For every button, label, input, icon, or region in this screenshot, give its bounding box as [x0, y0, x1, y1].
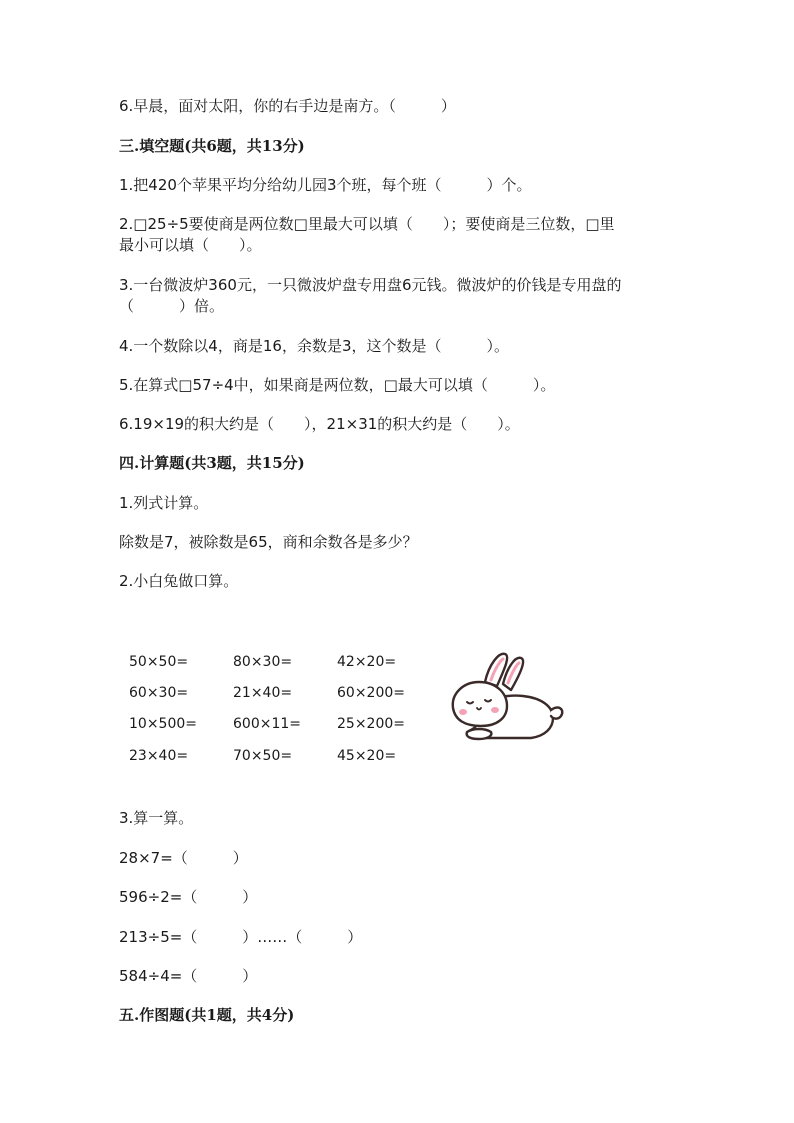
section-heading-drawing: 五.作图题(共1题，共4分) [119, 1006, 295, 1024]
oral-math-item: 21×40= [233, 685, 293, 701]
question-calc-2: 2.小白兔做口算。 [119, 572, 239, 590]
oral-math-item: 23×40= [129, 748, 189, 764]
calc-3-item-3: 213÷5=（ ）……（ ） [119, 928, 363, 946]
question-fill-5: 5.在算式□57÷4中，如果商是两位数，□最大可以填（ ）。 [119, 376, 556, 394]
rabbit-illustration [445, 650, 567, 742]
question-fill-2-line-1: 2.□25÷5要使商是两位数□里最大可以填（ ）；要使商是三位数，□里 [119, 215, 615, 233]
question-judge-6: 6.早晨，面对太阳，你的右手边是南方。（ ） [119, 97, 456, 115]
oral-math-item: 70×50= [233, 748, 293, 764]
section-heading-fill-in: 三.填空题(共6题，共13分) [119, 137, 305, 155]
oral-math-item: 600×11= [233, 716, 301, 732]
oral-math-item: 80×30= [233, 654, 293, 670]
question-fill-2-line-2: 最小可以填（ ）。 [119, 236, 262, 254]
oral-math-item: 50×50= [129, 654, 189, 670]
question-fill-4: 4.一个数除以4，商是16，余数是3，这个数是（ ）。 [119, 337, 509, 355]
calc-3-item-4: 584÷4=（ ） [119, 967, 258, 985]
oral-math-item: 60×30= [129, 685, 189, 701]
calc-3-item-1: 28×7=（ ） [119, 849, 248, 867]
oral-math-item: 60×200= [337, 685, 405, 701]
calc-3-item-2: 596÷2=（ ） [119, 888, 258, 906]
oral-math-item: 25×200= [337, 716, 405, 732]
question-calc-1: 1.列式计算。 [119, 494, 209, 512]
question-fill-3-line-2: （ ）倍。 [119, 297, 225, 315]
question-calc-1-prompt: 除数是7，被除数是65，商和余数各是多少？ [119, 533, 418, 551]
question-fill-6: 6.19×19的积大约是（ ），21×31的积大约是（ ）。 [119, 415, 520, 433]
question-fill-3-line-1: 3.一台微波炉360元，一只微波炉盘专用盘6元钱。微波炉的价钱是专用盘的 [119, 276, 622, 294]
oral-math-item: 45×20= [337, 748, 397, 764]
question-calc-3: 3.算一算。 [119, 809, 194, 827]
oral-math-item: 42×20= [337, 654, 397, 670]
section-heading-calculation: 四.计算题(共3题，共15分) [119, 454, 305, 472]
oral-math-item: 10×500= [129, 716, 197, 732]
question-fill-1: 1.把420个苹果平均分给幼儿园3个班，每个班（ ）个。 [119, 176, 532, 194]
